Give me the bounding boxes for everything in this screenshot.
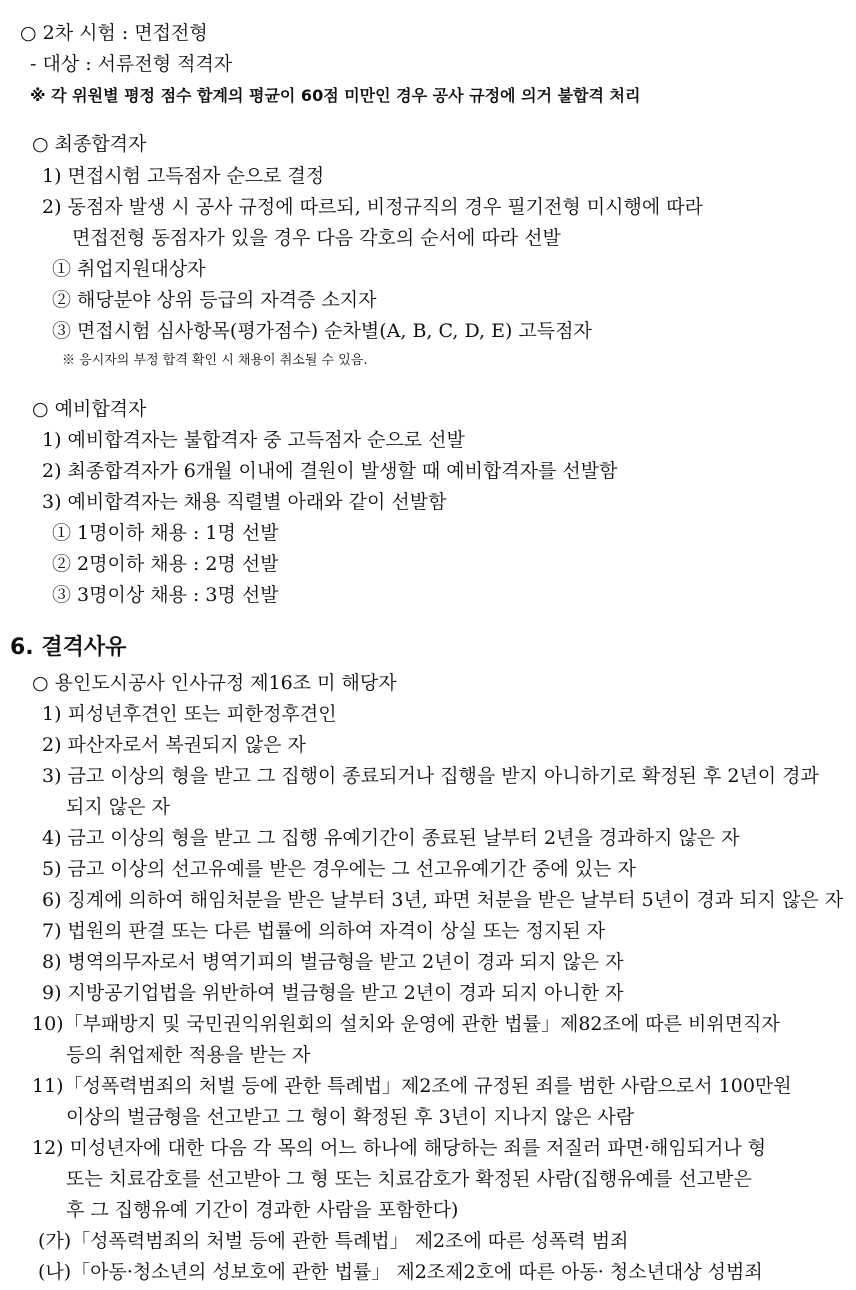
reserve-header: ○ 예비합격자 (32, 398, 147, 420)
disq-line: 12) 미성년자에 대한 다음 각 목의 어느 하나에 해당하는 죄를 저질러 파면·해임되거나 형 (32, 1137, 767, 1159)
reserve-sub-2: ② 2명이하 채용 : 2명 선발 (52, 553, 279, 575)
disq-line: 1) 피성년후견인 또는 피한정후견인 (42, 703, 337, 725)
reserve-sub-1: ① 1명이하 채용 : 1명 선발 (52, 522, 279, 544)
disq-line: 되지 않은 자 (66, 796, 170, 818)
final-sub-1: ① 취업지원대상자 (52, 258, 206, 280)
disq-line: 10)「부패방지 및 국민권익위원회의 설치와 운영에 관한 법률」제82조에 따른 비위면직자 (32, 1013, 780, 1035)
final-note: ※ 응시자의 부정 합격 확인 시 채용이 취소될 수 있음. (62, 353, 368, 368)
disq-line: 이상의 벌금형을 선고받고 그 형이 확정된 후 3년이 지나지 않은 사람 (66, 1106, 635, 1128)
disq-line: 4) 금고 이상의 형을 받고 그 집행 유예기간이 종료된 날부터 2년을 경과하지 않은 자 (42, 827, 740, 849)
final-passer-header: ○ 최종합격자 (32, 133, 147, 155)
final-item-2-cont: 면접전형 동점자가 있을 경우 다음 각호의 순서에 따라 선발 (72, 227, 561, 249)
disq-line: 3) 금고 이상의 형을 받고 그 집행이 종료되거나 집행을 받지 아니하기로 확정된 후 2년이 경과 (42, 765, 819, 787)
final-item-1: 1) 면접시험 고득점자 순으로 결정 (42, 165, 325, 187)
disq-line: (가)「성폭력범죄의 처벌 등에 관한 특례법」 제2조에 따른 성폭력 범죄 (38, 1230, 629, 1252)
disq-line: 7) 법원의 판결 또는 다른 법률에 의하여 자격이 상실 또는 정지된 자 (42, 920, 606, 942)
interview-note: ※ 각 위원별 평정 점수 합계의 평균이 60점 미만인 경우 공사 규정에 의거 불합격 처리 (30, 86, 641, 105)
disq-line: 11)「성폭력범죄의 처벌 등에 관한 특례법」제2조에 규정된 죄를 범한 사람으로서 100만원 (32, 1075, 792, 1097)
reserve-item-1: 1) 예비합격자는 불합격자 중 고득점자 순으로 선발 (42, 429, 465, 451)
disq-line: 9) 지방공기업법을 위반하여 벌금형을 받고 2년이 경과 되지 아니한 자 (42, 982, 624, 1004)
disq-line: 6) 징계에 의하여 해임처분을 받은 날부터 3년, 파면 처분을 받은 날부터 5년이 경과 되지 않은 자 (42, 889, 844, 911)
reserve-item-3: 3) 예비합격자는 채용 직렬별 아래와 같이 선발함 (42, 491, 447, 513)
disqualification-header: ○ 용인도시공사 인사규정 제16조 미 해당자 (32, 672, 397, 694)
disq-line: 후 그 집행유예 기간이 경과한 사람을 포함한다) (66, 1199, 459, 1221)
disq-line: 5) 금고 이상의 선고유예를 받은 경우에는 그 선고유예기간 중에 있는 자 (42, 858, 636, 880)
interview-target: - 대상 : 서류전형 적격자 (30, 53, 233, 75)
final-item-2: 2) 동점자 발생 시 공사 규정에 따르되, 비정규직의 경우 필기전형 미시행에 따라 (42, 196, 703, 218)
disq-line: (나)「아동·청소년의 성보호에 관한 법률」 제2조제2호에 따른 아동· 청소년대상 성범죄 (38, 1261, 763, 1283)
disqualification-title: 6. 결격사유 (10, 635, 127, 660)
section-interview-header: ○ 2차 시험 : 면접전형 (20, 22, 208, 44)
disq-line: 등의 취업제한 적용을 받는 자 (66, 1044, 311, 1066)
disq-line: 2) 파산자로서 복권되지 않은 자 (42, 734, 306, 756)
reserve-sub-3: ③ 3명이상 채용 : 3명 선발 (52, 584, 279, 606)
disq-line: 8) 병역의무자로서 병역기피의 벌금형을 받고 2년이 경과 되지 않은 자 (42, 951, 624, 973)
disq-line: 또는 치료감호를 선고받아 그 형 또는 치료감호가 확정된 사람(집행유예를 선고받은 (66, 1168, 752, 1190)
reserve-item-2: 2) 최종합격자가 6개월 이내에 결원이 발생할 때 예비합격자를 선발함 (42, 460, 618, 482)
final-sub-3: ③ 면접시험 심사항목(평가점수) 순차별(A, B, C, D, E) 고득점자 (52, 320, 592, 342)
final-sub-2: ② 해당분야 상위 등급의 자격증 소지자 (52, 289, 377, 311)
